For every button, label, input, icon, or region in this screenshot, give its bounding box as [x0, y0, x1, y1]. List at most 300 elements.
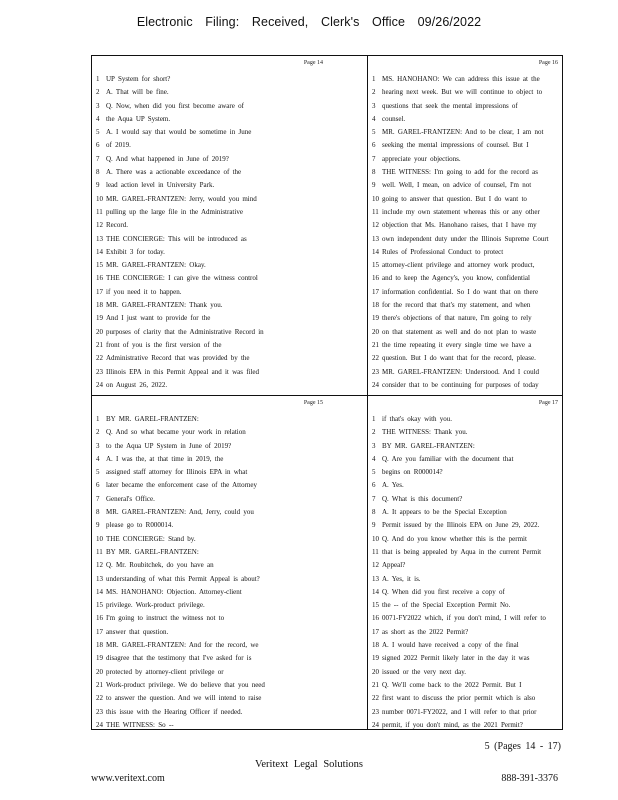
line-text: MS. HANOHANO: We can address this issue at the: [382, 75, 540, 83]
transcript-line: [368, 179, 562, 192]
line-number: 4: [372, 454, 376, 463]
transcript-line: [92, 179, 327, 192]
line-number: 16: [372, 274, 379, 283]
transcript-line: [92, 679, 327, 692]
line-text: information confidential. So I do want that on there: [382, 287, 539, 296]
line-text: counsel.: [382, 114, 406, 123]
transcript-line: [92, 506, 327, 519]
line-number: 8: [96, 168, 100, 177]
line-text: BY MR. GAREL-FRANTZEN:: [106, 415, 199, 423]
line-number: 9: [96, 181, 100, 190]
transcript-line: [368, 679, 562, 692]
line-number: 10: [96, 534, 103, 543]
line-text: MR. GAREL-FRANTZEN: Understood. And I could: [382, 367, 540, 376]
line-number: 12: [372, 561, 379, 570]
transcript-line: [368, 639, 562, 652]
line-number: 9: [96, 521, 100, 530]
line-text: signed 2022 Permit likely later in the day it was: [382, 654, 530, 663]
transcript-line: [368, 219, 562, 232]
line-text: purposes of clarity that the Administrative Record in: [106, 327, 264, 336]
line-number: 18: [372, 301, 379, 310]
line-number: 10: [372, 534, 379, 543]
transcript-line: [368, 599, 562, 612]
line-number: 19: [96, 314, 103, 323]
line-number: 21: [372, 340, 379, 349]
line-text: Q. What is this document?: [382, 494, 463, 503]
transcript-line: [92, 573, 327, 586]
line-number: 2: [372, 428, 376, 437]
line-number: 4: [372, 114, 376, 123]
line-number: 4: [96, 114, 100, 123]
line-number: 22: [96, 694, 103, 703]
line-number: 5: [96, 128, 100, 137]
line-number: 14: [372, 587, 379, 596]
line-number: 5: [372, 468, 376, 477]
line-text: please go to R000014.: [106, 521, 174, 530]
line-text: the time repeating it every single time we have a: [382, 340, 532, 349]
transcript-line: [92, 113, 327, 126]
line-number: 14: [96, 247, 103, 256]
transcript-line: [92, 126, 327, 139]
page-number: Page 14: [303, 60, 323, 66]
transcript-lines: [368, 73, 562, 392]
line-number: 11: [96, 207, 103, 216]
line-number: 15: [96, 261, 103, 270]
transcript-line: [368, 326, 562, 339]
line-number: 5: [96, 468, 100, 477]
transcript-line: [92, 352, 327, 365]
line-number: 3: [96, 441, 100, 450]
line-number: 4: [96, 454, 100, 463]
line-number: 20: [96, 667, 103, 676]
transcript-line: [92, 153, 327, 166]
line-text: begins on R000014?: [382, 468, 443, 477]
transcript-line: [92, 626, 327, 639]
line-text: well. Well, I mean, on advice of counsel, I'm not: [382, 181, 532, 190]
line-text: permit, if you don't mind, as the 2021 Permit?: [382, 720, 523, 729]
line-text: hearing next week. But we will continue to object to: [382, 88, 543, 97]
line-number: 17: [372, 287, 379, 296]
line-text: issued or the very next day.: [382, 667, 467, 676]
line-number: 7: [96, 494, 100, 503]
transcript-line: [368, 559, 562, 572]
line-number: 18: [96, 641, 103, 650]
line-text: Illinois EPA in this Permit Appeal and it was filed: [106, 367, 260, 376]
line-text: Q. Are you familiar with the document that: [382, 454, 514, 463]
line-text: pulling up the large file in the Administrative: [106, 207, 243, 216]
transcript-line: [92, 493, 327, 506]
line-text: lead action level in University Park.: [106, 181, 215, 190]
line-text: to the Aqua UP System in June of 2019?: [106, 441, 232, 450]
line-number: 18: [372, 641, 379, 650]
line-text: THE CONCIERGE: I can give the witness control: [106, 274, 258, 283]
line-number: 6: [96, 481, 100, 490]
transcript-line: [92, 706, 327, 719]
line-text: that is being appealed by Aqua in the current Permit: [382, 547, 542, 556]
line-text: Q. When did you first receive a copy of: [382, 587, 505, 596]
line-text: Permit issued by the Illinois EPA on June 29, 2022.: [382, 521, 540, 530]
line-number: 20: [96, 327, 103, 336]
line-text: Q. And so what became your work in relation: [106, 428, 246, 437]
line-number: 8: [372, 508, 376, 517]
transcript-line: [368, 586, 562, 599]
line-text: MR. GAREL-FRANTZEN: Thank you.: [106, 301, 223, 310]
line-number: 2: [96, 88, 100, 97]
line-text: A. I was the, at that time in 2019, the: [106, 454, 224, 463]
line-text: Appeal?: [382, 561, 406, 570]
transcript-line: [92, 246, 327, 259]
footer-company: Veritext Legal Solutions: [254, 759, 364, 770]
line-number: 23: [372, 367, 379, 376]
line-number: 12: [96, 561, 103, 570]
line-text: question. But I do want that for the record, please.: [382, 354, 536, 363]
line-text: And I just want to provide for the: [106, 314, 211, 323]
transcript-line: [92, 612, 327, 625]
transcript-page-14: [92, 56, 327, 394]
line-text: A. There was a actionable exceedance of the: [106, 168, 242, 177]
transcript-line: [368, 506, 562, 519]
transcript-line: [368, 299, 562, 312]
line-text: Exhibit 3 for today.: [106, 247, 165, 256]
line-text: appreciate your objections.: [382, 154, 461, 163]
transcript-line: [368, 493, 562, 506]
line-text: front of you is the first version of the: [106, 340, 222, 349]
line-number: 2: [96, 428, 100, 437]
line-number: 1: [372, 75, 376, 83]
page-number: Page 15: [303, 400, 323, 406]
transcript-line: [92, 666, 327, 679]
transcript-line: [368, 193, 562, 206]
transcript-line: [368, 626, 562, 639]
page-range-label: 5 (Pages 14 - 17): [484, 741, 561, 752]
transcript-line: [92, 692, 327, 705]
filing-header: Electronic Filing: Received, Clerk's Office 09/26/2022: [136, 15, 482, 29]
line-text: I'm going to instruct the witness not to: [106, 614, 225, 623]
line-text: first want to discuss the prior permit which is also: [382, 694, 536, 703]
line-text: going to answer that question. But I do want to: [382, 194, 527, 203]
transcript-line: [368, 246, 562, 259]
line-number: 2: [372, 88, 376, 97]
line-number: 21: [96, 680, 103, 689]
line-number: 15: [372, 261, 379, 270]
line-text: include my own statement whereas this or any other: [382, 207, 540, 216]
line-text: if that's okay with you.: [382, 415, 453, 423]
line-text: Administrative Record that was provided by the: [106, 354, 250, 363]
transcript-line: [368, 379, 562, 392]
line-text: MS. HANOHANO: Objection. Attorney-client: [106, 587, 242, 596]
line-number: 7: [372, 494, 376, 503]
transcript-line: [92, 339, 327, 352]
transcript-line: [92, 259, 327, 272]
transcript-line: [368, 206, 562, 219]
line-number: 7: [96, 154, 100, 163]
transcript-page-15: [92, 396, 327, 734]
transcript-line: [368, 233, 562, 246]
line-number: 23: [96, 707, 103, 716]
line-number: 10: [96, 194, 103, 203]
transcript-line: [92, 586, 327, 599]
transcript-line: [368, 286, 562, 299]
line-text: as short as the 2022 Permit?: [382, 627, 469, 636]
line-text: this issue with the Hearing Officer if needed.: [106, 707, 243, 716]
transcript-line: [92, 546, 327, 559]
transcript-line: [92, 719, 327, 732]
line-number: 5: [372, 128, 376, 137]
transcript-line: [92, 379, 327, 392]
transcript-line: [368, 546, 562, 559]
transcript-page-17: [368, 396, 562, 734]
line-number: 22: [372, 354, 379, 363]
line-number: 16: [372, 614, 379, 623]
line-number: 12: [96, 221, 103, 230]
line-number: 19: [372, 314, 379, 323]
line-text: number 0071-FY2022, and I will refer to that prior: [382, 707, 537, 716]
transcript-line: [92, 366, 327, 379]
transcript-line: [368, 352, 562, 365]
line-text: THE WITNESS: So --: [106, 720, 174, 729]
line-number: 17: [96, 287, 103, 296]
line-number: 3: [96, 101, 100, 110]
transcript-line: [92, 559, 327, 572]
line-number: 23: [96, 367, 103, 376]
transcript-line: [92, 139, 327, 152]
line-text: A. I would have received a copy of the final: [382, 641, 519, 650]
line-text: THE CONCIERGE: Stand by.: [106, 534, 196, 543]
footer-phone: 888-391-3376: [501, 773, 558, 784]
line-text: objection that Ms. Hanohano raises, that I have my: [382, 221, 537, 230]
line-text: MR. GAREL-FRANTZEN: Jerry, would you mind: [106, 194, 257, 203]
transcript-line: [368, 312, 562, 325]
transcript-page-16: [368, 56, 562, 394]
transcript-line: [92, 206, 327, 219]
line-text: questions that seek the mental impressions of: [382, 101, 518, 110]
transcript-line: [368, 126, 562, 139]
transcript-line: [368, 366, 562, 379]
line-number: 6: [96, 141, 100, 150]
line-number: 11: [372, 547, 379, 556]
transcript-line: [368, 573, 562, 586]
transcript-line: [368, 259, 562, 272]
transcript-line: [368, 166, 562, 179]
transcript-line: [368, 719, 562, 732]
transcript-line: [92, 73, 327, 86]
line-text: BY MR. GAREL-FRANTZEN:: [382, 441, 475, 450]
transcript-line: [368, 153, 562, 166]
transcript-line: [368, 272, 562, 285]
transcript-line: [92, 86, 327, 99]
transcript-line: [92, 326, 327, 339]
line-number: 15: [372, 601, 379, 610]
transcript-line: [92, 599, 327, 612]
transcript-line: [368, 666, 562, 679]
transcript-line: [368, 426, 562, 439]
line-text: seeking the mental impressions of counsel. But I: [382, 141, 529, 150]
line-text: A. Yes.: [382, 481, 404, 490]
line-number: 24: [372, 720, 379, 729]
transcript-line: [368, 612, 562, 625]
line-text: 0071-FY2022 which, if you don't mind, I will refer to: [382, 614, 546, 623]
line-number: 3: [372, 101, 376, 110]
line-text: BY MR. GAREL-FRANTZEN:: [106, 547, 199, 556]
line-text: to answer the question. And we will intend to raise: [106, 694, 262, 703]
line-number: 24: [96, 380, 103, 389]
line-number: 7: [372, 154, 376, 163]
transcript-line: [92, 453, 327, 466]
transcript-line: [92, 166, 327, 179]
transcript-line: [92, 519, 327, 532]
transcript-line: [368, 86, 562, 99]
transcript-line: [92, 413, 327, 426]
line-number: 22: [96, 354, 103, 363]
transcript-line: [92, 233, 327, 246]
line-number: 10: [372, 194, 379, 203]
line-text: THE CONCIERGE: This will be introduced as: [106, 234, 247, 243]
line-number: 9: [372, 181, 376, 190]
transcript-line: [92, 479, 327, 492]
line-text: General's Office.: [106, 494, 155, 503]
transcript-line: [368, 100, 562, 113]
line-number: 3: [372, 441, 376, 450]
line-number: 11: [96, 547, 103, 556]
line-number: 16: [96, 274, 103, 283]
line-text: Q. Now, when did you first become aware of: [106, 101, 244, 110]
transcript-line: [368, 519, 562, 532]
transcript-line: [92, 440, 327, 453]
transcript-line: [368, 479, 562, 492]
line-number: 1: [96, 415, 100, 423]
line-text: THE WITNESS: I'm going to add for the record as: [382, 168, 538, 177]
line-number: 13: [372, 574, 379, 583]
transcript-line: [368, 139, 562, 152]
line-text: A. That will be fine.: [106, 88, 169, 97]
line-number: 17: [372, 627, 379, 636]
line-text: UP System for short?: [106, 75, 171, 83]
transcript-line: [368, 652, 562, 665]
line-text: there's objections of that nature, I'm going to rely: [382, 314, 532, 323]
line-text: the Aqua UP System.: [106, 114, 171, 123]
transcript-line: [368, 339, 562, 352]
transcript-line: [92, 639, 327, 652]
transcript-line: [92, 193, 327, 206]
transcript-line: [368, 73, 562, 86]
line-text: MR. GAREL-FRANTZEN: And to be clear, I am not: [382, 128, 544, 137]
page-number: Page 17: [538, 400, 558, 406]
line-number: 20: [372, 667, 379, 676]
transcript-line: [368, 533, 562, 546]
line-number: 13: [96, 574, 103, 583]
line-text: protected by attorney-client privilege or: [106, 667, 224, 676]
transcript-line: [368, 440, 562, 453]
transcript-line: [368, 706, 562, 719]
transcript-line: [368, 413, 562, 426]
transcript-lines: [92, 73, 327, 392]
line-number: 14: [372, 247, 379, 256]
line-text: if you need it to happen.: [106, 287, 182, 296]
line-number: 8: [372, 168, 376, 177]
line-number: 13: [372, 234, 379, 243]
line-text: of 2019.: [106, 141, 131, 150]
line-text: attorney-client privilege and attorney work product,: [382, 261, 535, 270]
transcript-line: [368, 113, 562, 126]
line-number: 6: [372, 481, 376, 490]
line-number: 19: [96, 654, 103, 663]
line-number: 20: [372, 327, 379, 336]
line-number: 15: [96, 601, 103, 610]
transcript-line: [368, 453, 562, 466]
line-number: 21: [96, 340, 103, 349]
line-number: 16: [96, 614, 103, 623]
line-text: answer that question.: [106, 627, 169, 636]
line-number: 14: [96, 587, 103, 596]
line-text: Q. Mr. Roubitchek, do you have an: [106, 561, 214, 570]
line-number: 18: [96, 301, 103, 310]
transcript-line: [368, 466, 562, 479]
line-text: Q. And what happened in June of 2019?: [106, 154, 229, 163]
transcript-line: [92, 219, 327, 232]
line-text: A. I would say that would be sometime in June: [106, 128, 252, 137]
line-number: 24: [372, 380, 379, 389]
line-number: 21: [372, 680, 379, 689]
line-text: own independent duty under the Illinois Supreme Court: [382, 234, 549, 243]
line-number: 12: [372, 221, 379, 230]
line-text: on August 26, 2022.: [106, 380, 168, 389]
line-text: A. Yes, it is.: [382, 574, 421, 583]
transcript-line: [92, 100, 327, 113]
transcript-line: [92, 312, 327, 325]
line-number: 8: [96, 508, 100, 517]
line-text: consider that to be continuing for purposes of today: [382, 380, 539, 389]
line-number: 1: [372, 415, 376, 423]
transcript-lines: [368, 413, 562, 732]
line-text: Q. And do you know whether this is the permit: [382, 534, 527, 543]
line-text: Q. We'll come back to the 2022 Permit. But I: [382, 680, 522, 689]
line-text: privilege. Work-product privilege.: [106, 601, 205, 610]
line-text: on that statement as well and do not plan to waste: [382, 327, 537, 336]
line-text: the -- of the Special Exception Permit No.: [382, 601, 511, 610]
transcript-line: [368, 692, 562, 705]
line-text: Work-product privilege. We do believe that you need: [106, 680, 265, 689]
line-number: 24: [96, 720, 103, 729]
line-text: MR. GAREL-FRANTZEN: Okay.: [106, 261, 206, 270]
line-number: 22: [372, 694, 379, 703]
line-text: later became the enforcement case of the Attorney: [106, 481, 258, 490]
footer-website: www.veritext.com: [91, 773, 165, 784]
line-text: Record.: [106, 221, 128, 230]
line-text: and to keep the Agency's, you know, confidential: [382, 274, 530, 283]
line-text: THE WITNESS: Thank you.: [382, 428, 468, 437]
line-number: 19: [372, 654, 379, 663]
line-number: 11: [372, 207, 379, 216]
transcript-line: [92, 533, 327, 546]
transcript-line: [92, 426, 327, 439]
transcript-lines: [92, 413, 327, 732]
line-text: MR. GAREL-FRANTZEN: And for the record, we: [106, 641, 259, 650]
line-number: 13: [96, 234, 103, 243]
line-text: Rules of Professional Conduct to protect: [382, 247, 504, 256]
line-text: for the record that that's my statement, and when: [382, 301, 531, 310]
line-number: 6: [372, 141, 376, 150]
transcript-line: [92, 299, 327, 312]
line-text: assigned staff attorney for Illinois EPA in what: [106, 468, 248, 477]
page-number: Page 16: [538, 60, 558, 66]
line-number: 9: [372, 521, 376, 530]
line-text: A. It appears to be the Special Exception: [382, 508, 507, 517]
transcript-line: [92, 272, 327, 285]
transcript-line: [92, 652, 327, 665]
line-number: 17: [96, 627, 103, 636]
transcript-line: [92, 286, 327, 299]
line-text: MR. GAREL-FRANTZEN: And, Jerry, could you: [106, 508, 254, 517]
